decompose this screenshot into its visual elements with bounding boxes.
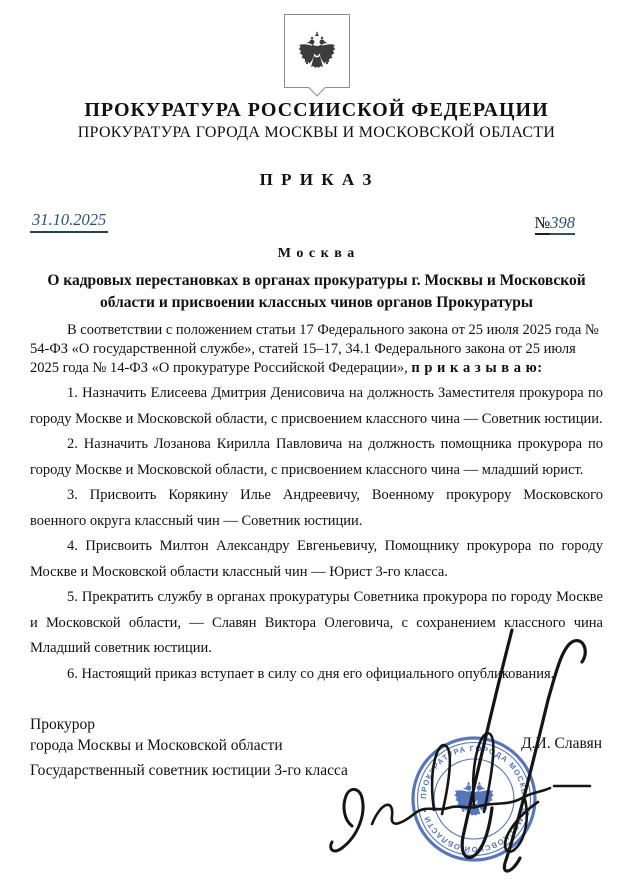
document-title	[27, 270, 607, 314]
official-stamp	[408, 733, 540, 865]
order-item-4: 4. Присвоить Милтон Александру Евгеньевичу, Помощнику прокурора по городу Москве и Московской области классный чин — Юрист 3-го класса.	[30, 538, 603, 580]
order-item-1: 1. Назначить Елисеева Дмитрия Денисовича на должность Заместителя прокурора по городу Москве и Московской области, с присвоением классного чина — Советник юстиции.	[30, 385, 603, 427]
signer-rank: Государственный советник юстиции 3-го класса	[30, 762, 348, 779]
order-item-2: 2. Назначить Лозанова Кирилла Павловича на должность помощника прокурора по городу Москве и Московской области, с присвоением классного чина — младший юрист.	[30, 436, 603, 478]
signer-name: Д.И. Славян	[521, 735, 602, 752]
document-number	[535, 213, 576, 233]
number-sign: №	[535, 213, 551, 235]
stamp-eagle-icon	[454, 777, 494, 816]
signer-position-line1: Прокурор	[30, 716, 96, 733]
issue-city: М о с к в а	[277, 246, 356, 261]
order-items	[0, 381, 633, 687]
date-number-row	[30, 210, 575, 233]
document-type-heading: П Р И К А З	[259, 170, 374, 189]
order-item-3: 3. Присвоить Корякину Илье Андреевичу, Военному прокурору Московского военного округа классный чин — Советник юстиции.	[30, 487, 603, 529]
document-title-line2: области и присвоении классных чинов органов Прокуратуры	[99, 294, 534, 311]
order-item-6: 6. Настоящий приказ вступает в силу со дня его официального опубликования.	[67, 665, 555, 682]
document-date: 31.10.2025	[30, 210, 108, 233]
document-title-line1: О кадровых перестановках в органах прокуратуры г. Москвы и Московской	[47, 272, 586, 289]
org-name-regional: ПРОКУРАТУРА ГОРОДА МОСКВЫ И МОСКОВСКОЙ ОБЛАСТИ	[77, 124, 556, 141]
preamble-paragraph	[30, 321, 603, 378]
number-value: 398	[550, 213, 575, 235]
preamble-text: В соответствии с положением статьи 17 Федерального закона от 25 июля 2025 года № 54-ФЗ «О государственной службе», статей 15–17, 34.1 Федерального закона от 25 июля 2025 года № 14-ФЗ «О прокуратуре Российской Федерации»,	[30, 322, 599, 376]
signer-position-line2: города Москвы и Московской области	[30, 737, 283, 754]
double-headed-eagle-icon	[292, 23, 342, 79]
frame-notch	[308, 80, 325, 97]
stamp-ring-text: ПРОКУРАТУРА ГОРОДА МОСКВЫ И МОСКОВСКОЙ ОБЛАСТИ •	[418, 743, 530, 855]
org-name-federation: ПРОКУРАТУРА РОССИИСКОЙ ФЕДЕРАЦИИ	[84, 99, 549, 121]
order-keyword: п р и к а з ы в а ю:	[411, 360, 543, 376]
order-item-5: 5. Прекратить службу в органах прокуратуры Советника прокурора по городу Москве и Московской области, — Славян Виктора Олеговича, с сохранением классного чина Младший советник юстиции.	[30, 589, 603, 656]
coat-of-arms-frame	[284, 14, 350, 88]
